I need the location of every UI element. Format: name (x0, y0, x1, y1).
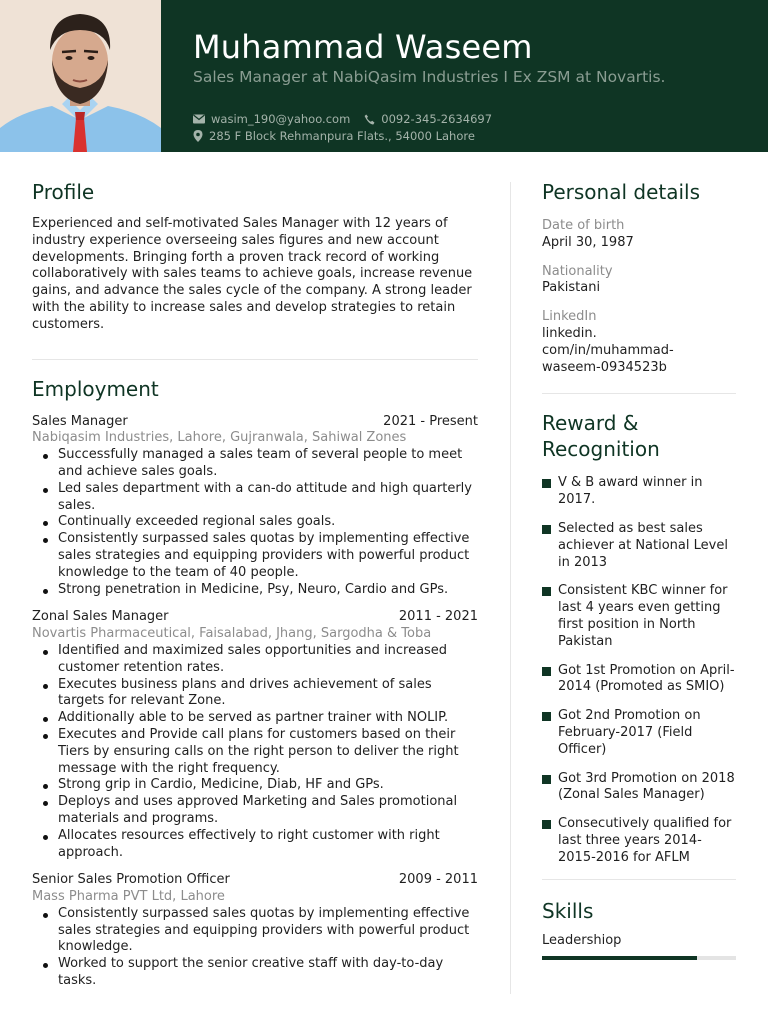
section-divider (542, 393, 736, 394)
location-pin-icon (193, 130, 203, 142)
address-row (193, 129, 489, 143)
skills-list (542, 933, 736, 961)
candidate-headline: Sales Manager at NabiQasim Industries I Ex ZSM at Novartis. (193, 68, 666, 86)
job-title: Zonal Sales Manager (32, 609, 169, 625)
job-bullet: Led sales department with a can-do attitude and high quarterly sales. (32, 481, 478, 515)
award-item (542, 521, 736, 571)
job-bullet: Executes business plans and drives achievement of sales targets for relevant Zone. (32, 677, 478, 711)
job-dates: 2021 - Present (383, 413, 478, 429)
job-bullet: Successfully managed a sales team of several people to meet and achieve sales goals. (32, 447, 478, 481)
award-text: Got 2nd Promotion on February-2017 (Field Officer) (558, 708, 701, 757)
square-bullet-icon (542, 479, 551, 488)
job-company: Nabiqasim Industries, Lahore, Gujranwala, Sahiwal Zones (32, 430, 407, 446)
awards-list (542, 475, 736, 866)
phone-contact[interactable] (364, 112, 492, 126)
candidate-name: Muhammad Waseem (193, 28, 533, 66)
skill-level-bar (542, 956, 736, 960)
column-separator (510, 182, 511, 994)
job-company: Novartis Pharmaceutical, Faisalabad, Jhang, Sargodha & Toba (32, 626, 432, 642)
job-title: Senior Sales Promotion Officer (32, 872, 230, 888)
job-company: Mass Pharma PVT Ltd, Lahore (32, 889, 225, 905)
nationality-value: Pakistani (542, 280, 601, 296)
profile-summary: Experienced and self-motivated Sales Manager with 12 years of industry experience overseeing sales figures and new account developments. Bringing forth a proven track record of working collaboratively with sales teams to achieve goals, increase revenue gains, and advance the sales cycle of the company. A strong leader with the ability to increase sales and develop strategies to retain customers. (32, 216, 473, 332)
skill-level-fill (542, 956, 697, 960)
awards-heading-line1: Reward & (542, 411, 639, 436)
award-item (542, 816, 736, 866)
job-bullet: Identified and maximized sales opportunities and increased customer retention rates. (32, 643, 478, 677)
job-entry (32, 609, 478, 861)
award-text: Selected as best sales achiever at National Level in 2013 (558, 520, 728, 570)
skill-name: Leadershiop (542, 932, 622, 948)
section-divider (32, 359, 478, 360)
job-bullets (32, 643, 478, 861)
square-bullet-icon (542, 525, 551, 534)
award-item (542, 663, 736, 697)
avatar (0, 0, 161, 152)
square-bullet-icon (542, 587, 551, 596)
job-header (32, 414, 478, 431)
square-bullet-icon (542, 712, 551, 721)
email-contact[interactable] (193, 112, 350, 126)
job-title: Sales Manager (32, 413, 128, 429)
job-bullet: Consistently surpassed sales quotas by implementing effective sales strategies and equipping providers with powerful product knowledge to the team of 40 people. (32, 531, 478, 581)
contact-row (193, 112, 506, 126)
skill-item (542, 933, 736, 961)
awards-heading (542, 411, 736, 462)
phone-icon (364, 114, 375, 125)
job-entry (32, 872, 478, 990)
profile-photo (0, 0, 161, 152)
nationality-label: Nationality (542, 263, 613, 279)
job-bullet: Strong grip in Cardio, Medicine, Diab, HF and GPs. (32, 777, 478, 794)
linkedin-link[interactable]: linkedin. com/in/muhammad- waseem-0934523b (542, 325, 674, 375)
dob-label: Date of birth (542, 218, 625, 233)
job-bullet: Additionally able to be served as partner trainer with NOLIP. (32, 710, 478, 727)
job-bullet: Consistently surpassed sales quotas by implementing effective sales strategies and equipping providers with powerful product knowledge. (32, 906, 478, 956)
address-contact (193, 129, 475, 143)
job-bullets (32, 906, 478, 990)
job-bullet: Deploys and uses approved Marketing and Sales promotional materials and programs. (32, 794, 478, 828)
job-entry (32, 414, 478, 599)
email-text: wasim_190@yahoo.com (211, 112, 351, 126)
award-item (542, 708, 736, 758)
resume-header (0, 0, 768, 152)
job-bullet: Executes and Provide call plans for customers based on their Tiers by ensuring calls on the right person to deliver the right message with the right frequency. (32, 727, 478, 777)
awards-heading-line2: Recognition (542, 436, 660, 461)
skills-heading: Skills (542, 898, 594, 923)
linkedin-label: LinkedIn (542, 309, 597, 325)
award-item (542, 475, 736, 509)
award-text: V & B award winner in 2017. (558, 475, 703, 508)
square-bullet-icon (542, 667, 551, 676)
profile-heading: Profile (32, 180, 95, 204)
section-divider (542, 879, 736, 880)
square-bullet-icon (542, 820, 551, 829)
job-bullet: Strong penetration in Medicine, Psy, Neuro, Cardio and GPs. (32, 582, 478, 599)
job-bullet: Worked to support the senior creative staff with day-to-day tasks. (32, 956, 478, 990)
job-dates: 2009 - 2011 (398, 872, 478, 888)
award-item (542, 583, 736, 650)
phone-text: 0092-345-2634697 (381, 112, 493, 126)
square-bullet-icon (542, 775, 551, 784)
job-bullet: Continually exceeded regional sales goals. (32, 514, 478, 531)
award-text: Consecutively qualified for last three years 2014-2015-2016 for AFLM (558, 816, 732, 865)
main-column (32, 180, 478, 1001)
job-bullet: Allocates resources effectively to right customer with right approach. (32, 828, 478, 862)
employment-list (32, 414, 478, 990)
personal-details-heading: Personal details (542, 180, 701, 204)
sidebar-column (542, 180, 736, 960)
envelope-icon (193, 114, 205, 124)
award-item (542, 771, 736, 805)
job-header (32, 609, 478, 626)
address-text: 285 F Block Rehmanpura Flats., 54000 Lahore (209, 129, 475, 143)
job-dates: 2011 - 2021 (398, 609, 478, 625)
job-header (32, 872, 478, 889)
employment-heading: Employment (32, 376, 159, 401)
award-text: Got 1st Promotion on April-2014 (Promoted as SMIO) (558, 662, 735, 695)
award-text: Consistent KBC winner for last 4 years even getting first position in North Pakistan (558, 583, 728, 649)
award-text: Got 3rd Promotion on 2018 (Zonal Sales Manager) (558, 770, 735, 803)
dob-value: April 30, 1987 (542, 234, 634, 250)
job-bullets (32, 447, 478, 598)
